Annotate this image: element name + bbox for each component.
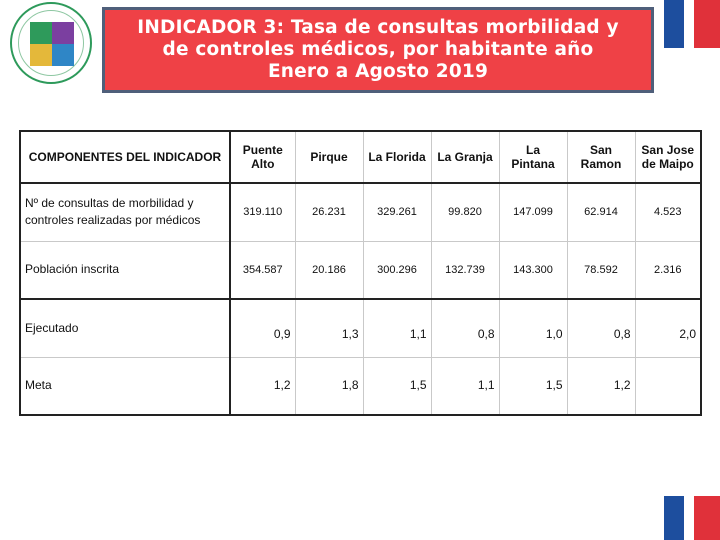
table-cell: 26.231 [295,183,363,241]
table-cell: 0,9 [230,299,295,357]
table-cell: 0,8 [567,299,635,357]
table-cell: 1,2 [567,357,635,415]
table-row [20,241,701,299]
header-puente-alto: Puente Alto [230,131,295,183]
table-cell: 143.300 [499,241,567,299]
table-cell: 132.739 [431,241,499,299]
table-cell: 1,5 [363,357,431,415]
table-cell: 2.316 [635,241,701,299]
flag-accent-top [664,0,720,48]
header-la-granja: La Granja [431,131,499,183]
row-label: Meta [20,357,230,415]
table-cell: 1,1 [431,357,499,415]
title-line-1: INDICADOR 3: Tasa de consultas morbilidad y [137,17,619,38]
table-cell: 20.186 [295,241,363,299]
page-title [137,17,618,83]
header-san-jose-de-maipo: San Jose de Maipo [635,131,701,183]
title-line-3: Enero a Agosto 2019 [267,61,489,82]
header-la-pintana: La Pintana [499,131,567,183]
table-cell: 0,8 [431,299,499,357]
table-cell: 319.110 [230,183,295,241]
table-cell: 1,8 [295,357,363,415]
table-cell: 1,2 [230,357,295,415]
row-label: Población inscrita [20,241,230,299]
table-row [20,357,701,415]
table-cell: 1,1 [363,299,431,357]
table-cell: 78.592 [567,241,635,299]
indicator-table [19,130,702,416]
table-cell: 1,3 [295,299,363,357]
table-cell: 354.587 [230,241,295,299]
table-header-row [20,131,701,183]
flag-accent-bottom [664,496,720,540]
table-cell: 1,5 [499,357,567,415]
title-box [102,7,654,93]
table-cell: 99.820 [431,183,499,241]
header-componentes: COMPONENTES DEL INDICADOR [20,131,230,183]
table-cell: 1,0 [499,299,567,357]
row-label: Ejecutado [20,299,230,357]
title-line-2: de controles médicos, por habitante año [162,39,594,60]
table-cell: 329.261 [363,183,431,241]
table-cell: 300.296 [363,241,431,299]
table-row [20,299,701,357]
table-cell: 62.914 [567,183,635,241]
header-san-ramon: San Ramon [567,131,635,183]
table-cell: 147.099 [499,183,567,241]
row-label: Nº de consultas de morbilidad y controles realizadas por médicos [20,183,230,241]
table-row [20,183,701,241]
table-cell [635,357,701,415]
health-service-logo-icon [10,2,92,84]
header-pirque: Pirque [295,131,363,183]
table-cell: 2,0 [635,299,701,357]
header-la-florida: La Florida [363,131,431,183]
table-cell: 4.523 [635,183,701,241]
